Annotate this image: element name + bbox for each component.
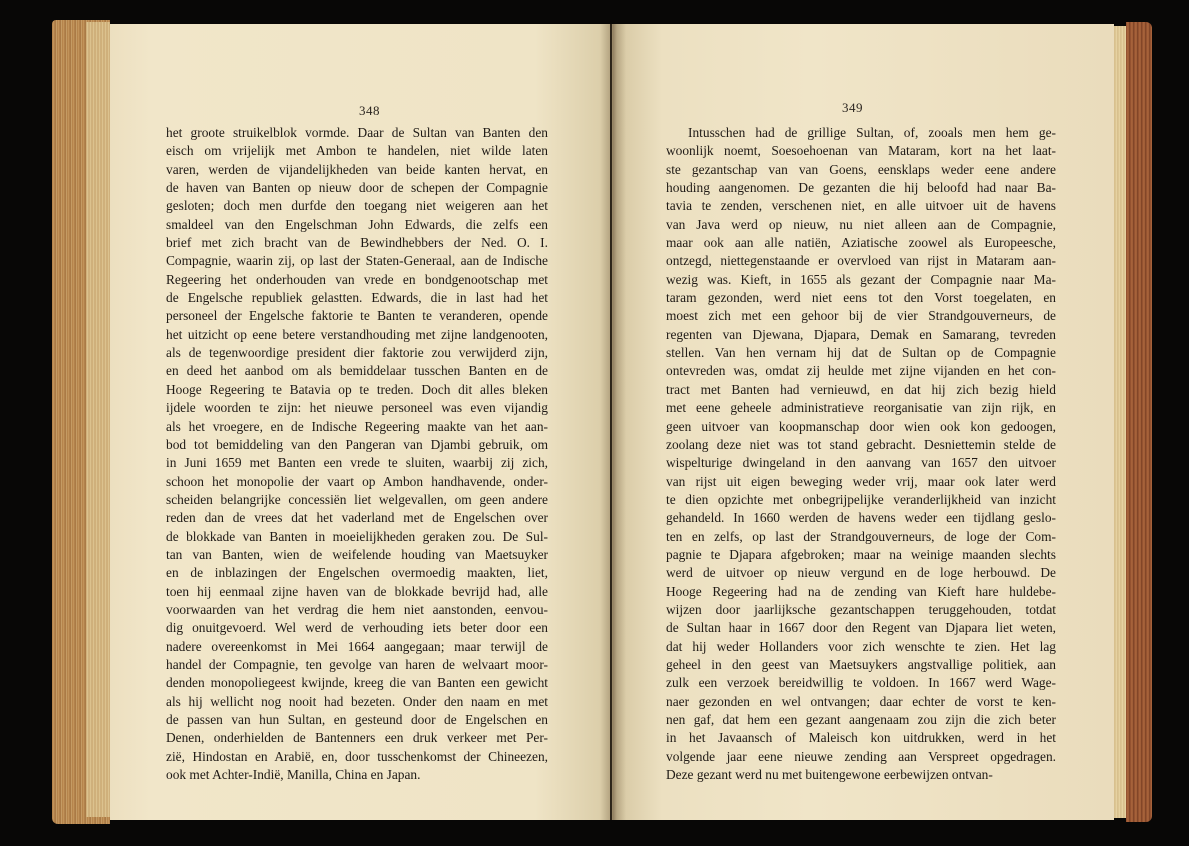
text-line: van Java werd op nieuw, nu niet alleen aan de Compagnie, [666,216,1056,232]
text-line: toen hij eenmaal zijne haven van de blokkade bevrijd had, alle [166,583,548,599]
text-line: smaldeel van den Engelschman John Edwards, die zelfs een [166,216,548,232]
text-line: gehandeld. In 1660 werden de havens weder een tijdlang geslo- [666,510,1056,526]
text-line: voorwaarden van het verdrag die hem niet aanstonden, eenvou- [166,601,548,617]
text-line: dig onuitgevoerd. Wel werd de verhouding iets beter door een [166,620,548,636]
text-line: Deze gezant werd nu met buitengewone eerbewijzen ontvan- [666,767,993,783]
text-line: ijdele woorden te zijn: het nieuwe personeel was even vijandig [166,400,548,416]
text-line: de Sultan haar in 1667 door den Regent van Djapara liet weten, [666,620,1056,636]
text-line: wezig was. Kieft, in 1655 als gezant der Compagnie naar Ma- [666,271,1056,287]
book-gutter [600,24,626,820]
text-line: de blokkade van Banten in moeielijkheden geraken zou. De Sul- [166,528,548,544]
text-line: als hij wellicht nog nooit had bezeten. Onder den naam en met [166,693,548,709]
text-line: pagnie te Djapara afgebroken; maar na weinige maanden slechts [666,546,1056,562]
text-line: Denen, onderhielden de Bantenners een druk verkeer met Per- [166,730,548,746]
text-line: maar ook aan alle natiën, Aziatische zoowel als Europeesche, [666,235,1056,251]
text-line: bod tot bemiddeling van den Pangeran van Djambi gebruik, om [166,436,548,452]
left-page-edges-inner [86,22,110,817]
text-line: volgende jaar eene nieuwe zending aan Verspreet opgedragen. [666,748,1056,764]
text-line: tan van Banten, wien de weifelende houding van Maetsuyker [166,546,548,562]
text-line: de passen van hun Sultan, en gesteund door de Engelschen en [166,712,548,727]
text-line: Regeering het onderhouden van vrede en bondgenootschap met [166,271,548,287]
text-line: wispelturige dwingeland in den aanvang van 1657 den uitvoer [666,455,1056,471]
text-line: ook met Achter-Indië, Manilla, China en Japan. [166,767,421,783]
text-line: van rijst uit eigen beweging weder vrij, maar ook later werd [666,473,1056,489]
right-cover-edge [1126,22,1152,822]
text-line: wijzen door jaarlijksche gezantschappen teruggehouden, totdat [666,601,1056,617]
text-line: nen gaf, dat hem een gezant aangenaam zou zijn die zich beter [666,712,1056,727]
text-line: handel der Compagnie, ten gevolge van haren de welvaart moor- [166,656,548,672]
right-page-number: 349 [842,100,863,115]
text-line: scheiden belangrijke concessiën liet welgevallen, om geen andere [166,491,548,507]
text-line: schoon het monopolie der vaart op Ambon handhavende, onder- [166,473,548,489]
text-line: te dien opzichte met onbegrijpelijke veranderlijkheid van inzicht [666,491,1056,507]
left-page-number: 348 [359,103,380,118]
text-line: de haven van Banten op nieuw door de schepen der Compagnie [166,180,548,196]
text-line: personeel der Engelsche faktorie te Banten te veranderen, opende [166,308,548,324]
text-line: Hooge Regeering had na de zending van Kieft hare huldebe- [666,583,1056,599]
text-line: zië, Hindostan en Arabië, en, door tusschenkomst der Chineezen, [166,748,548,764]
left-page-body [166,124,548,784]
text-line: brief met zich bracht van de Bewindhebbers der Ned. O. I. [166,235,548,251]
text-line: tavia te zenden, verschenen niet, en alle uitvoer uit de havens [666,198,1056,214]
text-line: ontevreden was, omdat zij heulde met zijne vijanden en het con- [666,363,1056,379]
text-line: en deed het aanbod om als bemiddelaar tusschen Banten en de [166,363,548,379]
text-line: als de tegenwoordige president dier faktorie zou verwijderd zijn, [166,345,548,361]
text-line: regenten van Djewana, Djapara, Demak en Samarang, tevreden [666,326,1056,342]
text-line: met eene geheele administratieve reorganisatie van zijn rijk, en [666,400,1056,416]
text-line: denden monopoliegeest kwijnde, kreeg die van Banten een gewicht [166,675,548,691]
text-line: eisch om vrijelijk met Ambon te handelen, niet wilde laten [166,143,548,159]
text-line: in het Javaansch of Maleisch kon uitdrukken, werd in het [666,730,1056,746]
text-line: geheel in den geest van Maetsuykers angstvallige politiek, aan [666,656,1056,672]
text-line: ontzegd, niettegenstaande er overvloed van rijst in Mataram aan- [666,253,1056,269]
text-line: reden dan de vrees dat het vaderland met de Engelschen over [166,510,548,526]
text-line: in Juni 1659 met Banten een vrede te sluiten, waarbij zij zich, [166,455,548,471]
text-line: Compagnie, waarin zij, op last der Staten-Generaal, aan de Indische [166,253,548,269]
text-line: als het vroegere, en de Indische Regeering maakte van het aan- [166,418,548,434]
text-line: ten en zelfs, op last der Strandgouverneurs, de loge der Com- [666,528,1056,544]
text-line: naer gezonden en wel ontvangen; daar echter de vorst te ken- [666,693,1056,709]
text-line: stellen. Van hen vernam hij dat de Sultan op de Compagnie [666,345,1056,361]
text-line: de Engelsche republiek gelastten. Edwards, die in last had het [166,290,548,306]
text-line: varen, werden de vijandelijkheden van beide kanten hervat, en [166,161,548,177]
text-line: zoolang deze niet was tot stand gebracht. Desniettemin stelde de [666,436,1056,452]
text-line: dat hij weder Hollanders voor zich wenschte te zien. Het lag [666,638,1056,654]
text-line: geen uitvoer van koopmanschap door wien ook kon gedoogen, [666,418,1056,434]
text-line: werd de uitvoer op nieuw vergund en de loge herbouwd. De [666,565,1056,581]
text-line: woonlijk noemt, Soesoehoenan van Mataram, kort na het laat- [666,143,1056,159]
text-line: houding aangenomen. De gezanten die hij beloofd had naar Ba- [666,180,1056,196]
text-line: taram gezonden, werd niet eens tot den Vorst toegelaten, en [666,290,1056,306]
text-line: zulk een verzoek bereidwillig te voldoen. In 1667 werd Wage- [666,675,1056,691]
right-page-body [666,124,1056,784]
text-line: ste gezantschap van van Goens, eensklaps weder eene andere [666,161,1056,177]
text-line: Hooge Regeering te Batavia op te treden. Doch dit alles bleken [166,381,548,397]
text-line: moest zich met een gehoor bij de vier Strandgouverneurs, de [666,308,1056,324]
text-line: gesloten; doch men durfde den toegang niet weigeren aan het [166,198,548,214]
text-line: het groote struikelblok vormde. Daar de Sultan van Banten den [166,125,548,140]
text-line: nadere overeenkomst in Mei 1664 aangegaan; maar terwijl de [166,638,548,654]
text-line: en de inblazingen der Engelschen overmoedig maakten, liet, [166,565,548,581]
text-line: het uitzicht op eene betere verstandhouding met zijne landgenooten, [166,326,548,342]
text-line: Intusschen had de grillige Sultan, of, zooals men hem ge- [688,125,1056,140]
text-line: tract met Banten had vernieuwd, en dat hij zich bezig hield [666,381,1056,397]
